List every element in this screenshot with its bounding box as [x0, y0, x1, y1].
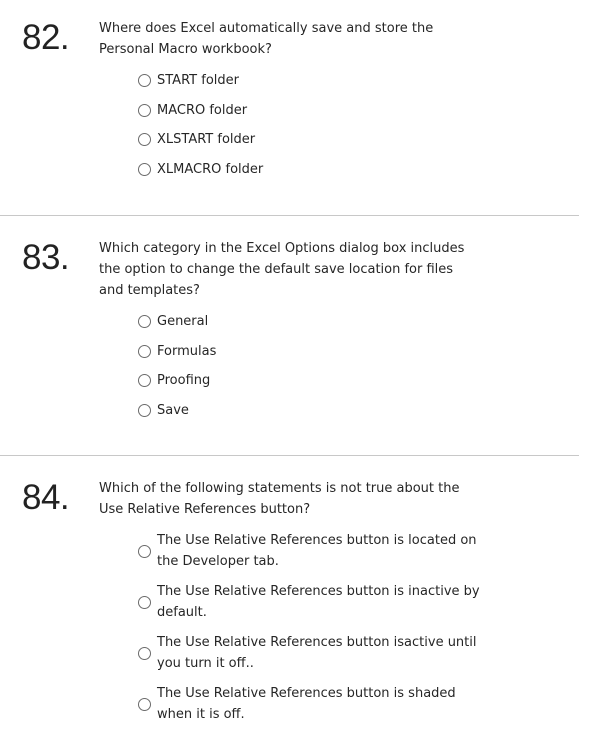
- radio-button-icon[interactable]: [138, 545, 151, 558]
- radio-button-icon[interactable]: [138, 163, 151, 176]
- option-label: Formulas: [157, 343, 217, 359]
- question-number: 84.: [22, 478, 70, 517]
- option-label: The Use Relative References button is inactive by default.: [157, 584, 480, 620]
- question-text: Where does Excel automatically save and store the Personal Macro workbook?: [99, 21, 434, 57]
- option-label: The Use Relative References button is shaded when it is off.: [157, 686, 456, 722]
- answer-option[interactable]: [138, 683, 498, 725]
- answer-option[interactable]: [138, 581, 498, 623]
- answer-option[interactable]: [138, 530, 498, 572]
- option-label: The Use Relative References button isactive until you turn it off..: [157, 635, 477, 671]
- option-label: Proofing: [157, 373, 211, 388]
- question-number: 82.: [22, 18, 70, 57]
- answer-option[interactable]: [138, 70, 498, 91]
- option-label: XLSTART folder: [157, 132, 256, 147]
- answer-option[interactable]: [138, 370, 498, 391]
- option-label: Save: [157, 402, 189, 418]
- radio-button-icon[interactable]: [138, 133, 151, 146]
- divider: [0, 455, 579, 456]
- answer-option[interactable]: [138, 159, 498, 180]
- answer-option[interactable]: [138, 129, 498, 150]
- radio-button-icon[interactable]: [138, 647, 151, 660]
- question-text: Which of the following statements is not true about the Use Relative References button?: [99, 481, 460, 517]
- option-label: The Use Relative References button is located on the Developer tab.: [157, 533, 477, 569]
- question-number: 83.: [22, 238, 70, 277]
- answer-option[interactable]: [138, 311, 498, 332]
- radio-button-icon[interactable]: [138, 374, 151, 387]
- radio-button-icon[interactable]: [138, 315, 151, 328]
- answer-option[interactable]: [138, 400, 498, 421]
- answer-options: [138, 530, 498, 725]
- radio-button-icon[interactable]: [138, 104, 151, 117]
- answer-options: [138, 70, 498, 180]
- question-text: Which category in the Excel Options dialog box includes the option to change the default save location for files and templates?: [99, 241, 465, 298]
- radio-button-icon[interactable]: [138, 345, 151, 358]
- radio-button-icon[interactable]: [138, 404, 151, 417]
- answer-options: [138, 311, 498, 421]
- option-label: XLMACRO folder: [157, 161, 264, 177]
- divider: [0, 215, 579, 216]
- answer-option[interactable]: [138, 100, 498, 121]
- option-label: MACRO folder: [157, 102, 248, 118]
- radio-button-icon[interactable]: [138, 596, 151, 609]
- answer-option[interactable]: [138, 341, 498, 362]
- radio-button-icon[interactable]: [138, 698, 151, 711]
- answer-option[interactable]: [138, 632, 498, 674]
- option-label: START folder: [157, 73, 239, 88]
- radio-button-icon[interactable]: [138, 74, 151, 87]
- option-label: General: [157, 314, 209, 329]
